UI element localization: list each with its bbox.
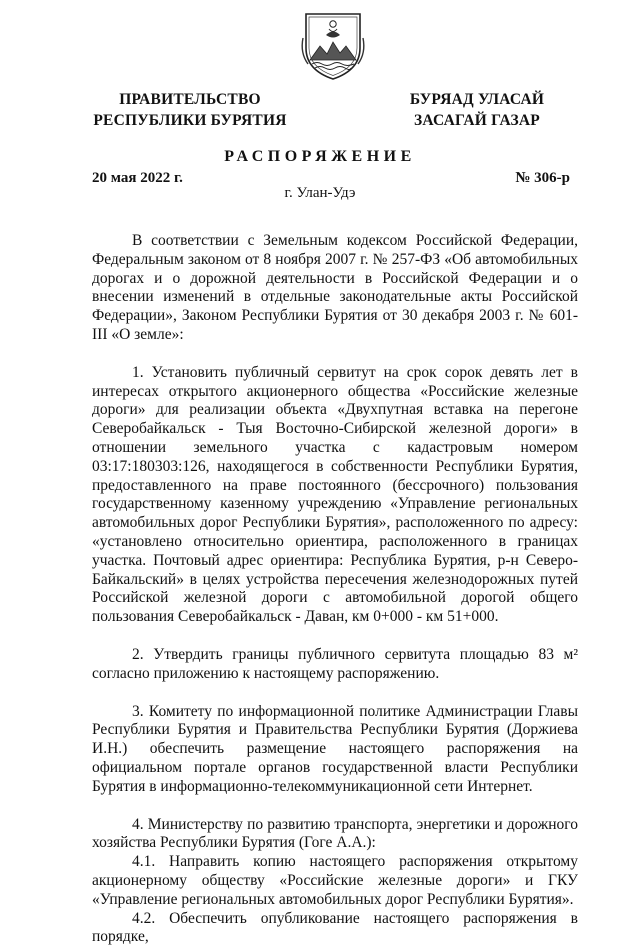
paragraph-4: 4. Министерству по развитию транспорта, энергетики и дорожного хозяйства Республики Бурятия (Гоге А.А.): [92,816,578,854]
document-date: 20 мая 2022 г. [92,170,183,187]
header-right-line-1: БУРЯАД УЛАСАЙ [372,89,582,110]
document-body [92,232,578,947]
header-government-ru [80,89,300,131]
paragraph-4-1: 4.1. Направить копию настоящего распоряжения открытому акционерному обществу «Российские железные дороги» и ГКУ «Управление региональных автомобильных дорог Республики Бурятия». [92,853,578,909]
header-government-bua [372,89,582,131]
document-type-title: РАСПОРЯЖЕНИЕ [0,148,640,166]
paragraph-1: 1. Установить публичный сервитут на срок сорок девять лет в интересах открытого акционерного общества «Российские железные дороги» для реализации объекта «Двухпутная вставка на перегоне Северобайкальск - Тыя Восточно-Сибирской железной дороги» в отношении земельного участка с кадастровым номером 03:17:180303:126, находящегося в собственности Республики Бурятия, предоставленного на праве постоянного (бессрочного) пользования государственному казенному учреждению «Управление региональных автомобильных дорог Республики Бурятия», расположенного по адресу: «установлено относительно ориентира, расположенного в границах участка. Почтовый адрес ориентира: Республика Бурятия, р-н Северо-Байкальский» в целях устройства пересечения железнодорожных путей Российской железной дороги с автомобильной дорогой общего пользования Северобайкальск - Даван, км 0+000 - км 51+000. [92,364,578,627]
header-left-line-1: ПРАВИТЕЛЬСТВО [80,89,300,110]
preamble-paragraph: В соответствии с Земельным кодексом Российской Федерации, Федеральным законом от 8 ноября 2007 г. № 257-ФЗ «Об автомобильных дорогах и о дорожной деятельности в Российской Федерации и о внесении изменений в отдельные законодательные акты Российской Федерации», Законом Республики Бурятия от 30 декабря 2003 г. № 601-III «О земле»: [92,232,578,345]
paragraph-2: 2. Утвердить границы публичного сервитута площадью 83 м² согласно приложению к настоящему распоряжению. [92,646,578,684]
header-left-line-2: РЕСПУБЛИКИ БУРЯТИЯ [80,110,300,131]
document-number: № 306-р [515,170,570,187]
coat-of-arms-emblem [298,8,368,82]
header-right-line-2: ЗАСАГАЙ ГАЗАР [372,110,582,131]
paragraph-4-2: 4.2. Обеспечить опубликование настоящего распоряжения в порядке, [92,910,578,947]
paragraph-3: 3. Комитету по информационной политике Администрации Главы Республики Бурятия и Правительства Республики Бурятия (Доржиева И.Н.) обеспечить размещение настоящего распоряжения на официальном портале органов государственной власти Республики Бурятия в информационно-телекоммуникационной сети Интернет. [92,703,578,797]
document-city: г. Улан-Удэ [0,185,640,202]
